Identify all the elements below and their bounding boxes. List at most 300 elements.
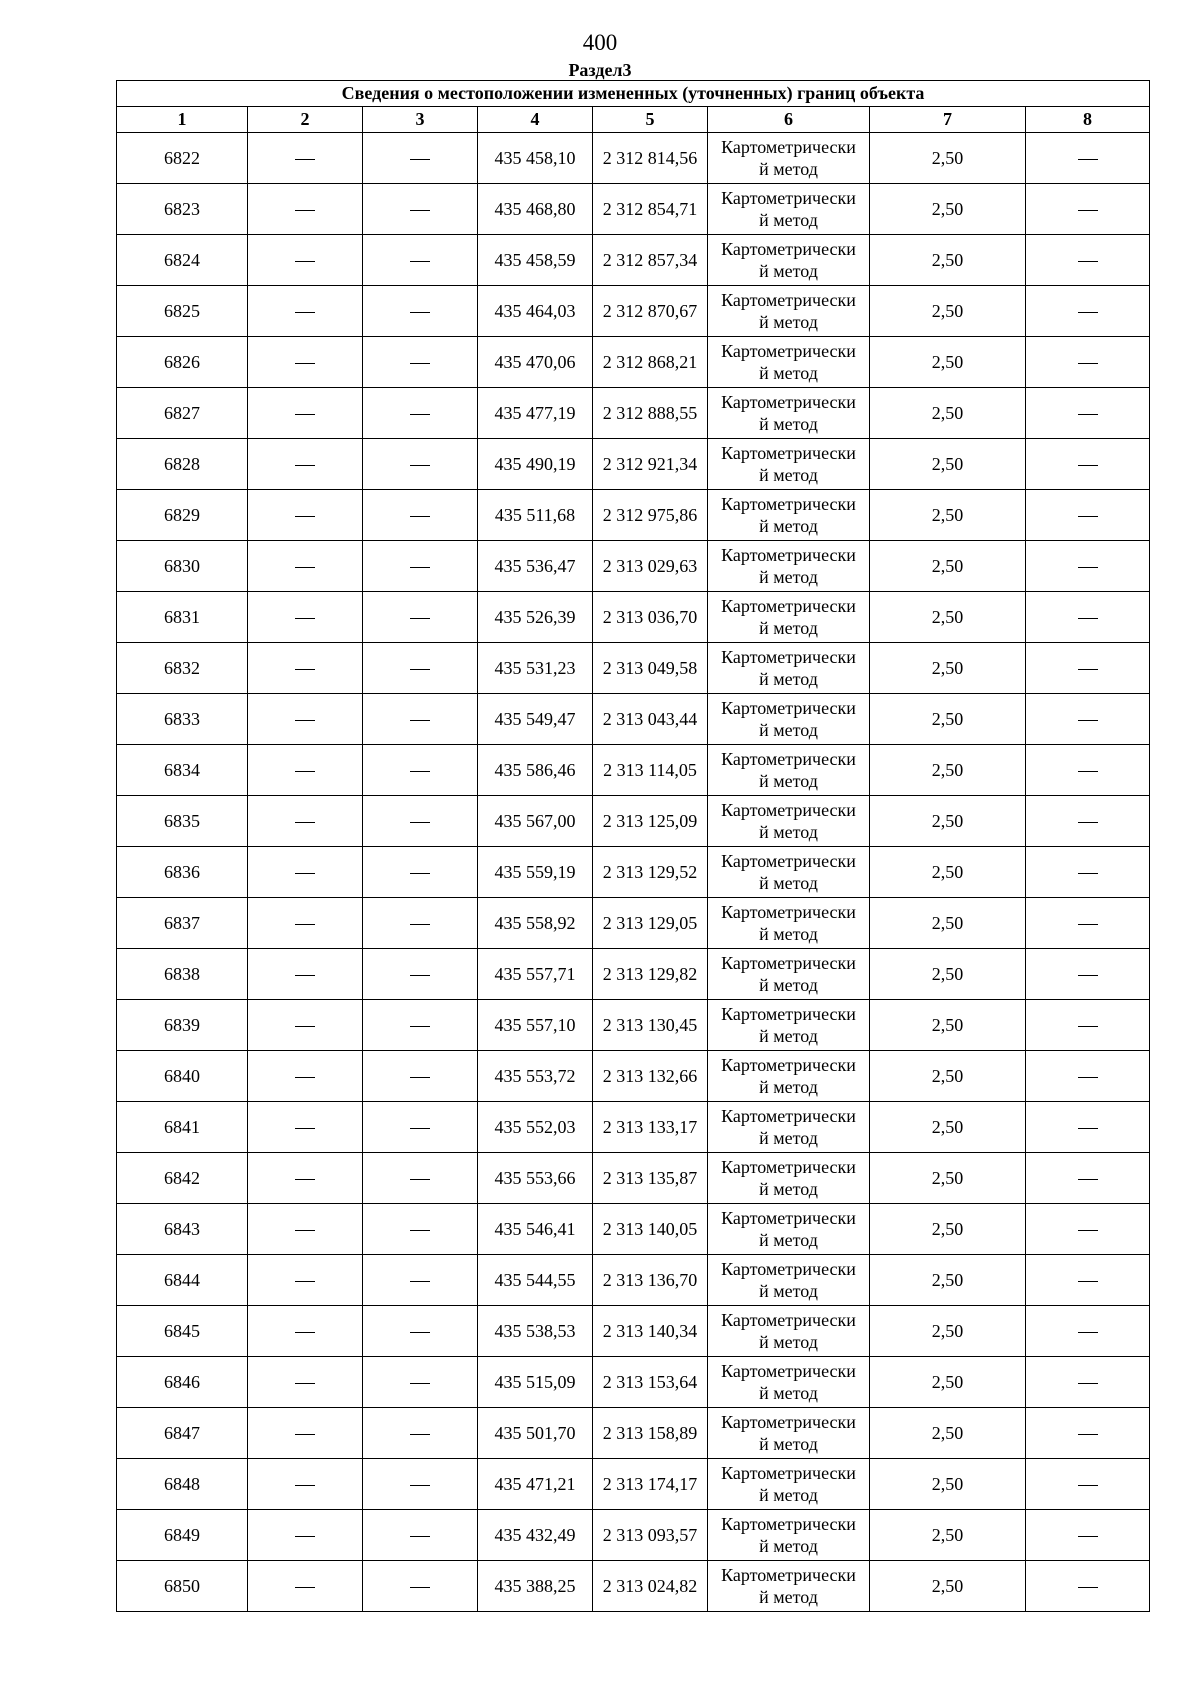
method-cell [708,184,870,235]
dash-mark [1078,618,1098,619]
empty-cell [363,1306,478,1357]
method-text-line1: Картометрически [721,290,856,310]
accuracy-cell: 2,50 [870,541,1026,592]
empty-cell [248,694,363,745]
dash-mark [1078,873,1098,874]
empty-cell [248,184,363,235]
dash-mark [410,1536,430,1537]
accuracy-cell: 2,50 [870,337,1026,388]
dash-mark [410,1026,430,1027]
method-text-line2: й метод [759,1383,818,1403]
method-text-line2: й метод [759,1128,818,1148]
x-coordinate-cell: 435 536,47 [478,541,593,592]
empty-cell [1026,1153,1150,1204]
dash-mark [295,1383,315,1384]
column-header: 6 [708,107,870,133]
method-text-line1: Картометрически [721,1310,856,1330]
table-row [117,1408,1150,1459]
accuracy-cell: 2,50 [870,490,1026,541]
table-row [117,1102,1150,1153]
dash-mark [295,1332,315,1333]
dash-mark [1078,1536,1098,1537]
table-row [117,1000,1150,1051]
method-text-line2: й метод [759,975,818,995]
empty-cell [1026,388,1150,439]
method-text-line1: Картометрически [721,1463,856,1483]
dash-mark [295,567,315,568]
dash-mark [410,465,430,466]
empty-cell [1026,286,1150,337]
table-row [117,235,1150,286]
table-row [117,1153,1150,1204]
dash-mark [410,669,430,670]
dash-mark [295,312,315,313]
dash-mark [1078,1485,1098,1486]
point-number-cell: 6848 [117,1459,248,1510]
y-coordinate-cell: 2 313 130,45 [593,1000,708,1051]
method-text-line2: й метод [759,822,818,842]
y-coordinate-cell: 2 313 129,52 [593,847,708,898]
empty-cell [1026,898,1150,949]
method-text-line1: Картометрически [721,392,856,412]
method-cell [708,1204,870,1255]
dash-mark [295,618,315,619]
method-text-line2: й метод [759,1434,818,1454]
method-text-line2: й метод [759,1077,818,1097]
method-cell [708,694,870,745]
y-coordinate-cell: 2 313 140,05 [593,1204,708,1255]
empty-cell [248,337,363,388]
accuracy-cell: 2,50 [870,796,1026,847]
dash-mark [410,159,430,160]
dash-mark [295,720,315,721]
x-coordinate-cell: 435 557,10 [478,1000,593,1051]
column-header: 7 [870,107,1026,133]
dash-mark [410,1077,430,1078]
dash-mark [295,1128,315,1129]
dash-mark [1078,1383,1098,1384]
empty-cell [248,796,363,847]
accuracy-cell: 2,50 [870,439,1026,490]
method-cell [708,1357,870,1408]
empty-cell [248,439,363,490]
table-row [117,592,1150,643]
x-coordinate-cell: 435 458,59 [478,235,593,286]
method-text-line1: Картометрически [721,800,856,820]
point-number-cell: 6845 [117,1306,248,1357]
x-coordinate-cell: 435 546,41 [478,1204,593,1255]
empty-cell [363,1051,478,1102]
empty-cell [1026,1102,1150,1153]
dash-mark [1078,567,1098,568]
dash-mark [410,1434,430,1435]
y-coordinate-cell: 2 313 036,70 [593,592,708,643]
method-text-line2: й метод [759,1587,818,1607]
empty-cell [1026,541,1150,592]
dash-mark [1078,1077,1098,1078]
table-row [117,898,1150,949]
empty-cell [363,1204,478,1255]
dash-mark [295,516,315,517]
method-cell [708,898,870,949]
dash-mark [295,669,315,670]
dash-mark [410,1179,430,1180]
empty-cell [363,286,478,337]
point-number-cell: 6846 [117,1357,248,1408]
column-header: 3 [363,107,478,133]
dash-mark [295,1587,315,1588]
empty-cell [248,286,363,337]
dash-mark [1078,414,1098,415]
method-text-line2: й метод [759,363,818,383]
table-row [117,949,1150,1000]
method-text-line1: Картометрически [721,1412,856,1432]
dash-mark [1078,975,1098,976]
dash-mark [410,1332,430,1333]
method-cell [708,1153,870,1204]
accuracy-cell: 2,50 [870,235,1026,286]
point-number-cell: 6849 [117,1510,248,1561]
empty-cell [363,1357,478,1408]
empty-cell [363,1510,478,1561]
method-cell [708,949,870,1000]
method-cell [708,643,870,694]
method-text-line1: Картометрически [721,1514,856,1534]
method-text-line2: й метод [759,771,818,791]
empty-cell [248,1255,363,1306]
dash-mark [1078,1281,1098,1282]
y-coordinate-cell: 2 313 140,34 [593,1306,708,1357]
x-coordinate-cell: 435 567,00 [478,796,593,847]
dash-mark [410,1128,430,1129]
y-coordinate-cell: 2 312 868,21 [593,337,708,388]
dash-mark [295,975,315,976]
method-cell [708,1051,870,1102]
method-text-line1: Картометрически [721,239,856,259]
dash-mark [1078,312,1098,313]
dash-mark [410,516,430,517]
method-text-line2: й метод [759,924,818,944]
accuracy-cell: 2,50 [870,1561,1026,1612]
empty-cell [248,1510,363,1561]
dash-mark [1078,822,1098,823]
dash-mark [295,159,315,160]
table-row [117,388,1150,439]
dash-mark [295,1230,315,1231]
empty-cell [1026,694,1150,745]
empty-cell [248,388,363,439]
empty-cell [1026,592,1150,643]
point-number-cell: 6824 [117,235,248,286]
method-cell [708,1408,870,1459]
dash-mark [1078,261,1098,262]
dash-mark [1078,1026,1098,1027]
x-coordinate-cell: 435 464,03 [478,286,593,337]
method-text-line1: Картометрически [721,698,856,718]
x-coordinate-cell: 435 557,71 [478,949,593,1000]
dash-mark [410,567,430,568]
y-coordinate-cell: 2 313 158,89 [593,1408,708,1459]
method-text-line2: й метод [759,720,818,740]
method-cell [708,592,870,643]
y-coordinate-cell: 2 313 133,17 [593,1102,708,1153]
y-coordinate-cell: 2 313 024,82 [593,1561,708,1612]
method-cell [708,337,870,388]
column-header: 4 [478,107,593,133]
y-coordinate-cell: 2 313 043,44 [593,694,708,745]
dash-mark [1078,516,1098,517]
accuracy-cell: 2,50 [870,1204,1026,1255]
empty-cell [1026,1408,1150,1459]
empty-cell [363,337,478,388]
empty-cell [1026,1051,1150,1102]
point-number-cell: 6834 [117,745,248,796]
dash-mark [410,1383,430,1384]
accuracy-cell: 2,50 [870,898,1026,949]
y-coordinate-cell: 2 313 153,64 [593,1357,708,1408]
method-cell [708,286,870,337]
empty-cell [248,847,363,898]
dash-mark [410,720,430,721]
method-text-line2: й метод [759,465,818,485]
method-text-line2: й метод [759,1281,818,1301]
empty-cell [248,1051,363,1102]
accuracy-cell: 2,50 [870,847,1026,898]
empty-cell [248,1459,363,1510]
dash-mark [410,975,430,976]
x-coordinate-cell: 435 458,10 [478,133,593,184]
x-coordinate-cell: 435 471,21 [478,1459,593,1510]
method-text-line1: Картометрически [721,1004,856,1024]
dash-mark [295,822,315,823]
dash-mark [410,210,430,211]
dash-mark [295,465,315,466]
method-text-line2: й метод [759,414,818,434]
dash-mark [1078,210,1098,211]
table-row [117,796,1150,847]
table-row [117,1561,1150,1612]
empty-cell [248,592,363,643]
point-number-cell: 6829 [117,490,248,541]
dash-mark [1078,1179,1098,1180]
method-text-line2: й метод [759,567,818,587]
method-cell [708,133,870,184]
empty-cell [1026,337,1150,388]
table-row [117,643,1150,694]
empty-cell [363,184,478,235]
empty-cell [363,949,478,1000]
dash-mark [1078,771,1098,772]
dash-mark [295,873,315,874]
dash-mark [1078,1587,1098,1588]
method-cell [708,1306,870,1357]
empty-cell [363,847,478,898]
method-text-line1: Картометрически [721,1565,856,1585]
point-number-cell: 6839 [117,1000,248,1051]
method-cell [708,1561,870,1612]
method-text-line2: й метод [759,1485,818,1505]
empty-cell [363,133,478,184]
accuracy-cell: 2,50 [870,1408,1026,1459]
point-number-cell: 6836 [117,847,248,898]
y-coordinate-cell: 2 313 174,17 [593,1459,708,1510]
accuracy-cell: 2,50 [870,1153,1026,1204]
dash-mark [295,1485,315,1486]
x-coordinate-cell: 435 559,19 [478,847,593,898]
dash-mark [1078,465,1098,466]
point-number-cell: 6837 [117,898,248,949]
empty-cell [363,235,478,286]
dash-mark [295,1536,315,1537]
method-cell [708,388,870,439]
accuracy-cell: 2,50 [870,1459,1026,1510]
accuracy-cell: 2,50 [870,694,1026,745]
table-row [117,133,1150,184]
x-coordinate-cell: 435 549,47 [478,694,593,745]
method-cell [708,745,870,796]
table-row [117,1357,1150,1408]
method-text-line1: Картометрически [721,647,856,667]
dash-mark [410,363,430,364]
empty-cell [363,490,478,541]
x-coordinate-cell: 435 538,53 [478,1306,593,1357]
empty-cell [248,1561,363,1612]
empty-cell [1026,439,1150,490]
method-cell [708,1000,870,1051]
empty-cell [248,1357,363,1408]
x-coordinate-cell: 435 388,25 [478,1561,593,1612]
empty-cell [363,694,478,745]
accuracy-cell: 2,50 [870,388,1026,439]
column-header: 1 [117,107,248,133]
dash-mark [295,414,315,415]
table-row [117,1459,1150,1510]
empty-cell [248,745,363,796]
dash-mark [1078,924,1098,925]
empty-cell [363,592,478,643]
empty-cell [363,439,478,490]
empty-cell [248,490,363,541]
empty-cell [248,1153,363,1204]
column-header: 2 [248,107,363,133]
point-number-cell: 6830 [117,541,248,592]
empty-cell [248,541,363,592]
point-number-cell: 6840 [117,1051,248,1102]
table-row [117,745,1150,796]
page-number: 400 [582,30,618,55]
empty-cell [363,1000,478,1051]
dash-mark [295,1179,315,1180]
dash-mark [410,873,430,874]
dash-mark [1078,159,1098,160]
x-coordinate-cell: 435 526,39 [478,592,593,643]
column-header: 8 [1026,107,1150,133]
accuracy-cell: 2,50 [870,1255,1026,1306]
table-body [117,133,1150,1612]
accuracy-cell: 2,50 [870,184,1026,235]
table-row [117,694,1150,745]
empty-cell [1026,847,1150,898]
y-coordinate-cell: 2 313 135,87 [593,1153,708,1204]
accuracy-cell: 2,50 [870,1510,1026,1561]
empty-cell [1026,235,1150,286]
table-row [117,541,1150,592]
accuracy-cell: 2,50 [870,133,1026,184]
y-coordinate-cell: 2 313 132,66 [593,1051,708,1102]
point-number-cell: 6835 [117,796,248,847]
empty-cell [363,388,478,439]
x-coordinate-cell: 435 558,92 [478,898,593,949]
method-text-line2: й метод [759,312,818,332]
table-caption-row [117,81,1150,107]
column-header: 5 [593,107,708,133]
x-coordinate-cell: 435 552,03 [478,1102,593,1153]
method-text-line1: Картометрически [721,341,856,361]
point-number-cell: 6822 [117,133,248,184]
empty-cell [1026,1306,1150,1357]
empty-cell [1026,1561,1150,1612]
empty-cell [1026,184,1150,235]
method-text-line2: й метод [759,618,818,638]
dash-mark [410,924,430,925]
empty-cell [1026,1000,1150,1051]
y-coordinate-cell: 2 312 814,56 [593,133,708,184]
method-text-line2: й метод [759,1536,818,1556]
dash-mark [410,261,430,262]
table-row [117,1255,1150,1306]
method-text-line2: й метод [759,1179,818,1199]
method-text-line1: Картометрически [721,902,856,922]
empty-cell [1026,1204,1150,1255]
table-row [117,184,1150,235]
method-text-line1: Картометрически [721,851,856,871]
point-number-cell: 6823 [117,184,248,235]
dash-mark [410,1230,430,1231]
empty-cell [1026,1459,1150,1510]
empty-cell [363,745,478,796]
empty-cell [363,796,478,847]
y-coordinate-cell: 2 312 921,34 [593,439,708,490]
empty-cell [1026,1510,1150,1561]
point-number-cell: 6827 [117,388,248,439]
method-text-line2: й метод [759,669,818,689]
accuracy-cell: 2,50 [870,949,1026,1000]
accuracy-cell: 2,50 [870,643,1026,694]
dash-mark [295,924,315,925]
method-text-line1: Картометрически [721,188,856,208]
method-text-line2: й метод [759,210,818,230]
boundary-coordinates-table [116,80,1150,1612]
point-number-cell: 6850 [117,1561,248,1612]
method-cell [708,1459,870,1510]
accuracy-cell: 2,50 [870,286,1026,337]
empty-cell [1026,133,1150,184]
y-coordinate-cell: 2 312 854,71 [593,184,708,235]
dash-mark [410,1485,430,1486]
y-coordinate-cell: 2 313 029,63 [593,541,708,592]
empty-cell [363,898,478,949]
method-text-line2: й метод [759,159,818,179]
accuracy-cell: 2,50 [870,1000,1026,1051]
table-row [117,1306,1150,1357]
point-number-cell: 6828 [117,439,248,490]
dash-mark [410,1281,430,1282]
empty-cell [363,1102,478,1153]
point-number-cell: 6833 [117,694,248,745]
empty-cell [248,898,363,949]
x-coordinate-cell: 435 544,55 [478,1255,593,1306]
method-text-line1: Картометрически [721,494,856,514]
